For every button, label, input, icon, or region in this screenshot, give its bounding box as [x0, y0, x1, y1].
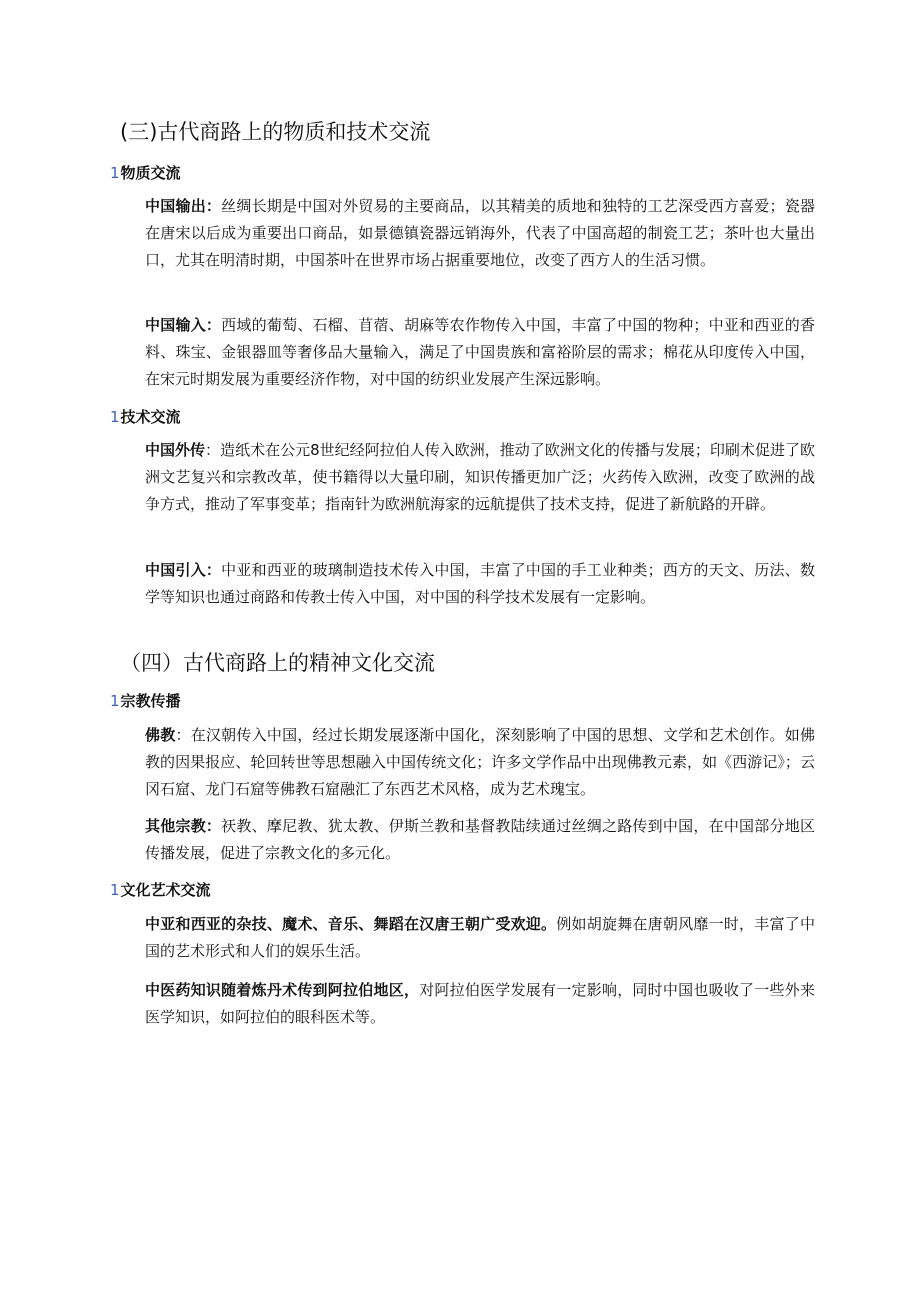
subsection-label: 技术交流	[120, 408, 181, 426]
subsection-title-religion	[110, 690, 181, 711]
paragraph-lead: 中国引入：	[145, 561, 222, 579]
subsection-title-technology	[110, 406, 181, 427]
paragraph-text: ：在汉朝传入中国，经过长期发展逐渐中国化，深刻影响了中国的思想、文学和艺术创作。如佛教的因果报应、轮回转世等思想融入中国传统文化；许多文学作品中出现佛教元素，如《西游记》；云冈石窟、龙门石窟等佛教石窟融汇了东西艺术风格，成为艺术瑰宝。	[145, 726, 815, 798]
list-marker: 1	[110, 408, 120, 426]
paragraph-other-religions	[145, 813, 815, 867]
paragraph-performing-arts	[145, 911, 815, 965]
paragraph-text: 中亚和西亚的玻璃制造技术传入中国，丰富了中国的手工业种类；西方的天文、历法、数学等知识也通过商路和传教士传入中国，对中国的科学技术发展有一定影响。	[145, 561, 815, 606]
paragraph-lead: 中亚和西亚的杂技、魔术、音乐、舞蹈在汉唐王朝广受欢迎。	[145, 915, 557, 933]
paragraph-china-introduced-tech	[145, 557, 815, 611]
paragraph-lead: 佛教	[145, 726, 176, 744]
paragraph-china-export	[145, 193, 815, 274]
paragraph-lead: 中国输入：	[145, 316, 222, 334]
list-marker: 1	[110, 881, 120, 899]
subsection-label: 文化艺术交流	[120, 881, 211, 899]
paragraph-china-import	[145, 312, 815, 393]
paragraph-lead: 其他宗教：	[145, 817, 222, 835]
subsection-title-material	[110, 162, 181, 183]
paragraph-lead: 中医药知识随着炼丹术传到阿拉伯地区，	[145, 981, 420, 999]
section-title-4: （四）古代商路上的精神文化交流	[120, 651, 435, 675]
paragraph-text: 对阿拉伯医学发展有一定影响，同时中国也吸收了一些外来医学知识，如阿拉伯的眼科医术等。	[145, 981, 815, 1026]
paragraph-text: 例如胡旋舞在唐朝风靡一时，丰富了中国的艺术形式和人们的娱乐生活。	[145, 915, 815, 960]
section-title-3: (三)古代商路上的物质和技术交流	[120, 120, 431, 144]
list-marker: 1	[110, 164, 120, 182]
paragraph-text: 祆教、摩尼教、犹太教、伊斯兰教和基督教陆续通过丝绸之路传到中国，在中国部分地区传播发展，促进了宗教文化的多元化。	[145, 817, 815, 862]
subsection-label: 宗教传播	[120, 692, 181, 710]
paragraph-lead: 中国输出：	[145, 197, 222, 215]
paragraph-text: 西域的葡萄、石榴、苜蓿、胡麻等农作物传入中国，丰富了中国的物种；中亚和西亚的香料、珠宝、金银器皿等奢侈品大量输入，满足了中国贵族和富裕阶层的需求；棉花从印度传入中国，在宋元时期发展为重要经济作物，对中国的纺织业发展产生深远影响。	[145, 316, 815, 388]
subsection-label: 物质交流	[120, 164, 181, 182]
paragraph-text: 丝绸长期是中国对外贸易的主要商品，以其精美的质地和独特的工艺深受西方喜爱；瓷器在唐宋以后成为重要出口商品，如景德镇瓷器远销海外，代表了中国高超的制瓷工艺；茶叶也大量出口，尤其在明清时期，中国茶叶在世界市场占据重要地位，改变了西方人的生活习惯。	[145, 197, 815, 269]
list-marker: 1	[110, 692, 120, 710]
paragraph-lead: 中国外传	[145, 441, 206, 459]
paragraph-buddhism	[145, 722, 815, 803]
paragraph-text: ：造纸术在公元8世纪经阿拉伯人传入欧洲，推动了欧洲文化的传播与发展；印刷术促进了欧洲文艺复兴和宗教改革，使书籍得以大量印刷，知识传播更加广泛；火药传入欧洲，改变了欧洲的战争方式，推动了军事变革；指南针为欧洲航海家的远航提供了技术支持，促进了新航路的开辟。	[145, 441, 815, 513]
subsection-title-arts	[110, 879, 211, 900]
paragraph-medicine	[145, 977, 815, 1031]
paragraph-china-outbound-tech	[145, 437, 815, 518]
